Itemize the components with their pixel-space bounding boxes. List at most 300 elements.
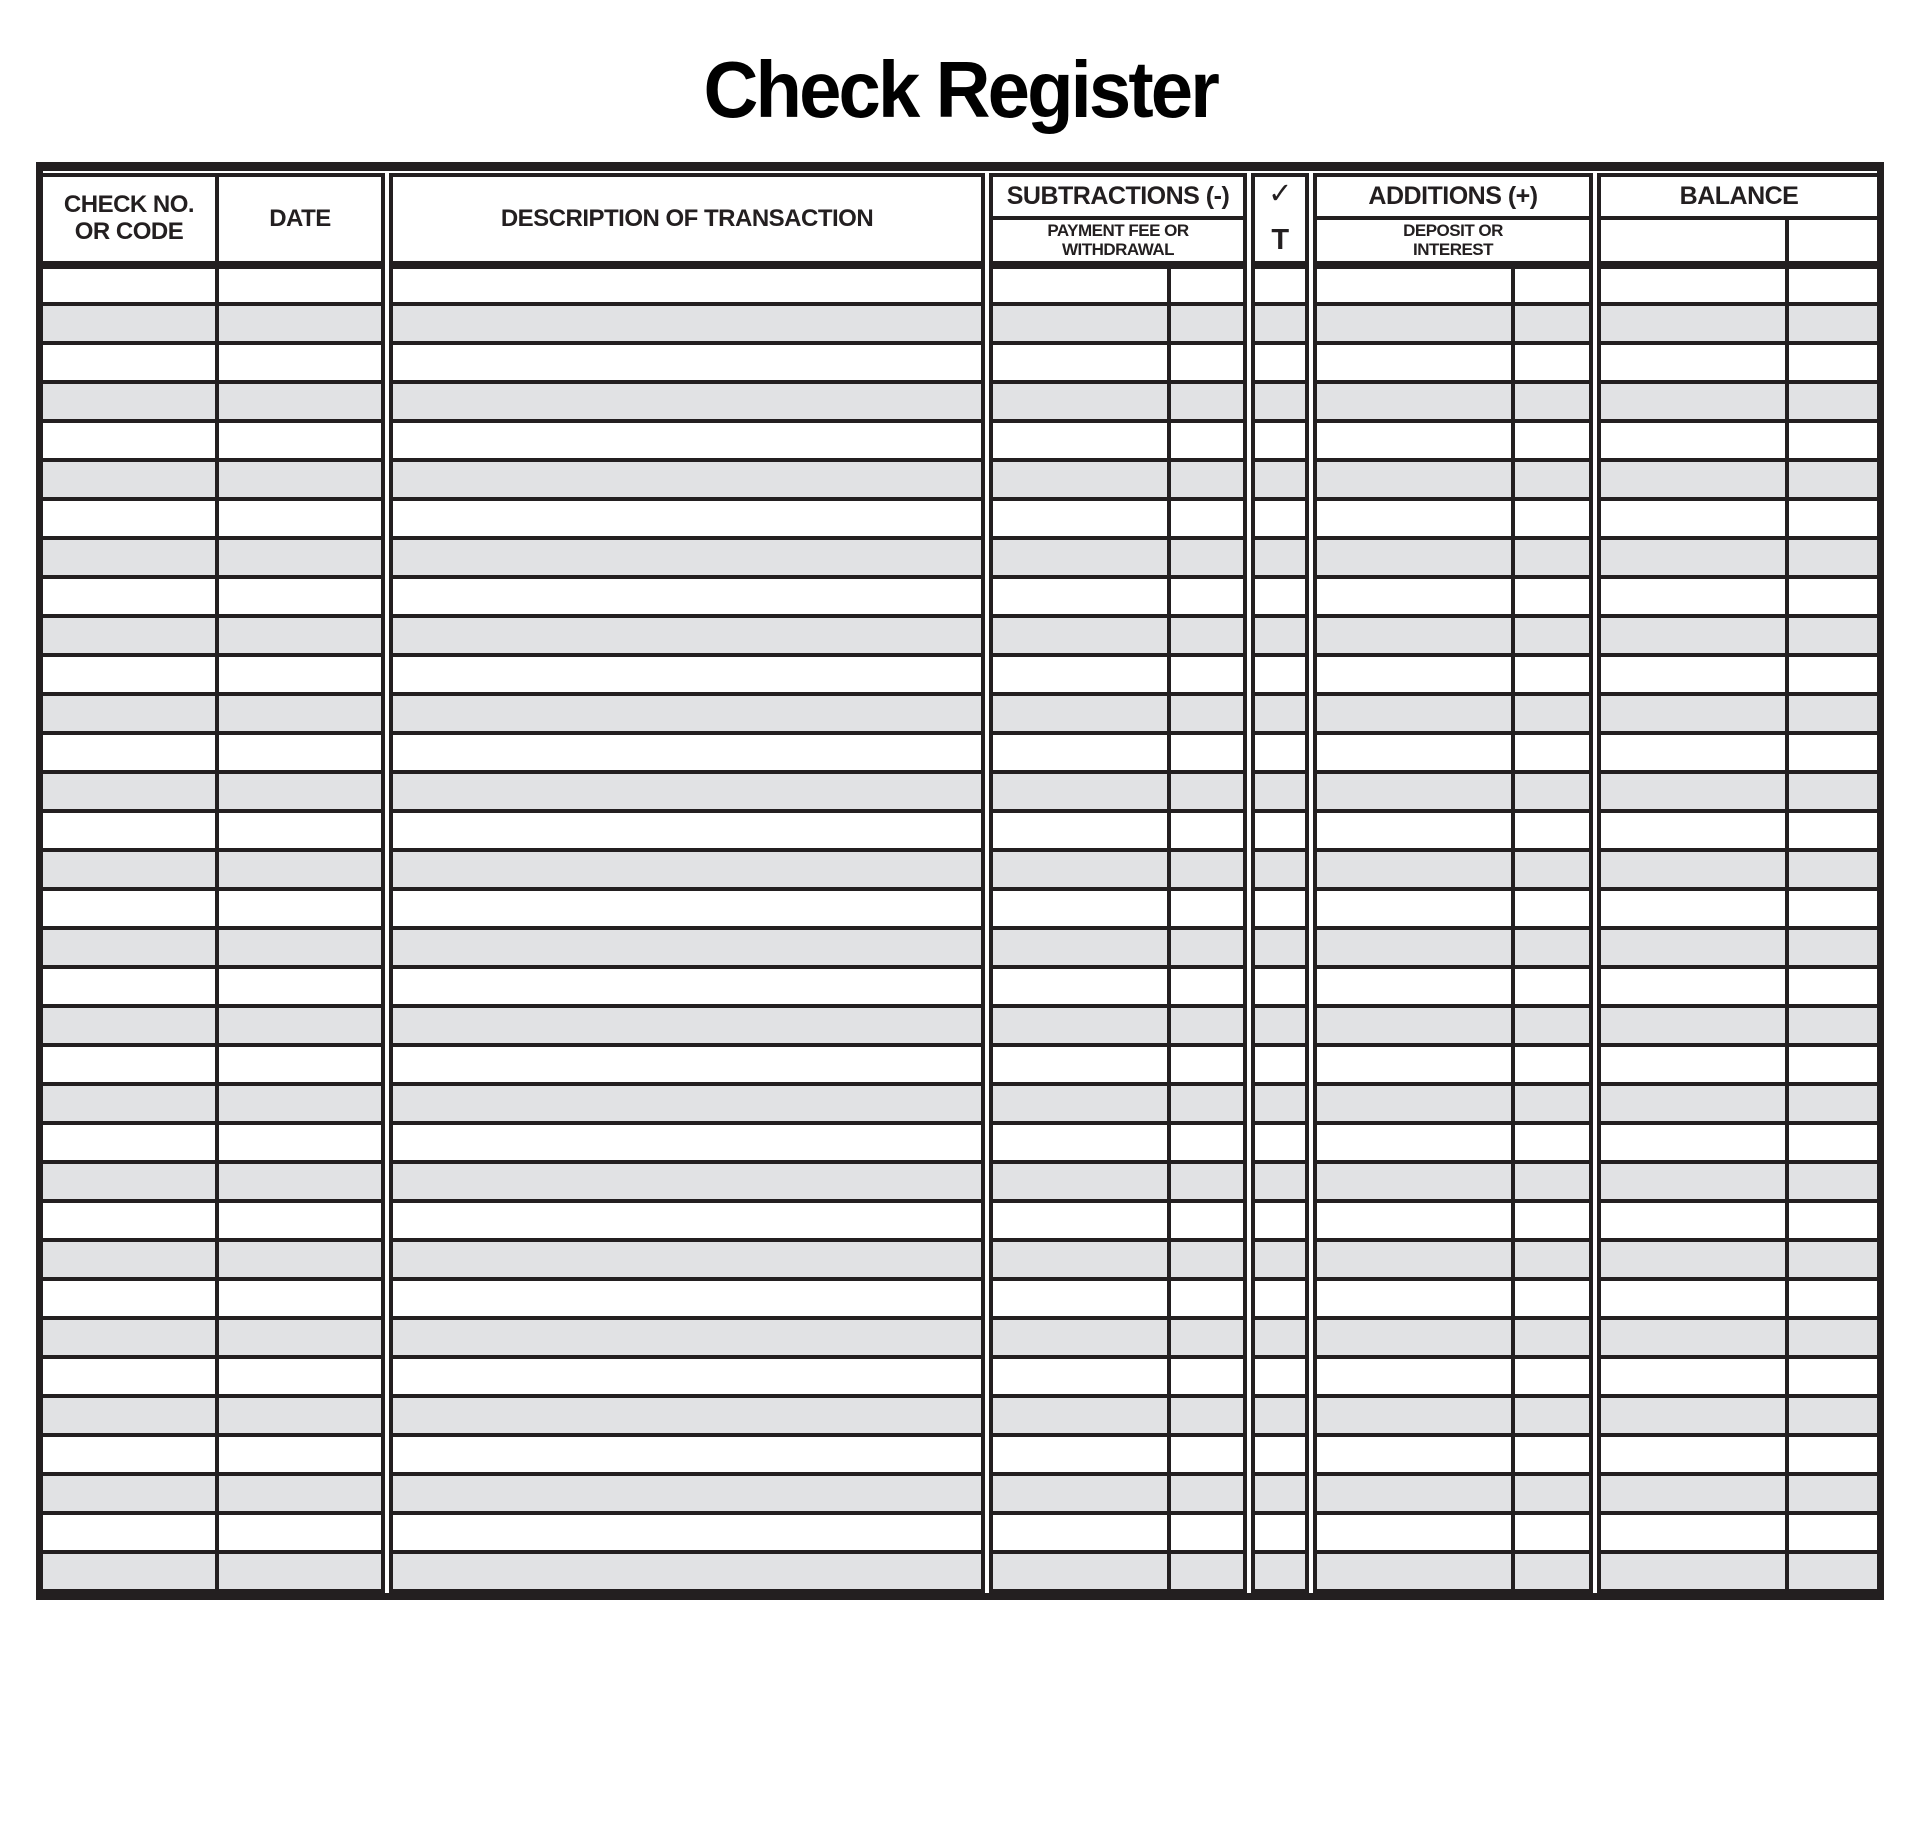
- cell-date[interactable]: [217, 1474, 387, 1513]
- cell-balance-amount[interactable]: [1595, 421, 1787, 460]
- cell-balance-amount[interactable]: [1595, 577, 1787, 616]
- cell-check-mark[interactable]: [1249, 616, 1311, 655]
- cell-addition-amount[interactable]: [1311, 538, 1513, 577]
- cell-description[interactable]: [387, 889, 987, 928]
- cell-subtraction-cents[interactable]: [1169, 499, 1249, 538]
- cell-description[interactable]: [387, 967, 987, 1006]
- cell-balance-cents[interactable]: [1787, 928, 1877, 967]
- cell-balance-cents[interactable]: [1787, 1279, 1877, 1318]
- cell-subtraction-cents[interactable]: [1169, 733, 1249, 772]
- cell-subtraction-amount[interactable]: [987, 538, 1169, 577]
- cell-date[interactable]: [217, 499, 387, 538]
- cell-date[interactable]: [217, 1240, 387, 1279]
- cell-addition-amount[interactable]: [1311, 577, 1513, 616]
- cell-check-no[interactable]: [43, 655, 217, 694]
- cell-balance-amount[interactable]: [1595, 889, 1787, 928]
- cell-addition-cents[interactable]: [1513, 304, 1595, 343]
- cell-subtraction-cents[interactable]: [1169, 967, 1249, 1006]
- cell-subtraction-cents[interactable]: [1169, 694, 1249, 733]
- cell-description[interactable]: [387, 1201, 987, 1240]
- cell-description[interactable]: [387, 460, 987, 499]
- cell-addition-amount[interactable]: [1311, 850, 1513, 889]
- cell-check-mark[interactable]: [1249, 772, 1311, 811]
- cell-description[interactable]: [387, 1435, 987, 1474]
- cell-addition-cents[interactable]: [1513, 772, 1595, 811]
- cell-addition-cents[interactable]: [1513, 850, 1595, 889]
- cell-subtraction-amount[interactable]: [987, 499, 1169, 538]
- cell-check-no[interactable]: [43, 1513, 217, 1552]
- cell-check-mark[interactable]: [1249, 1162, 1311, 1201]
- cell-addition-amount[interactable]: [1311, 460, 1513, 499]
- cell-addition-cents[interactable]: [1513, 1084, 1595, 1123]
- cell-description[interactable]: [387, 928, 987, 967]
- cell-check-mark[interactable]: [1249, 928, 1311, 967]
- cell-addition-amount[interactable]: [1311, 1435, 1513, 1474]
- cell-check-no[interactable]: [43, 1318, 217, 1357]
- cell-check-mark[interactable]: [1249, 1318, 1311, 1357]
- cell-addition-cents[interactable]: [1513, 538, 1595, 577]
- cell-balance-amount[interactable]: [1595, 1045, 1787, 1084]
- cell-check-mark[interactable]: [1249, 655, 1311, 694]
- cell-check-mark[interactable]: [1249, 1084, 1311, 1123]
- cell-addition-amount[interactable]: [1311, 1474, 1513, 1513]
- cell-check-no[interactable]: [43, 889, 217, 928]
- cell-balance-amount[interactable]: [1595, 772, 1787, 811]
- cell-balance-cents[interactable]: [1787, 1084, 1877, 1123]
- cell-check-no[interactable]: [43, 1435, 217, 1474]
- cell-addition-cents[interactable]: [1513, 811, 1595, 850]
- cell-subtraction-cents[interactable]: [1169, 655, 1249, 694]
- cell-balance-amount[interactable]: [1595, 265, 1787, 304]
- cell-date[interactable]: [217, 694, 387, 733]
- cell-date[interactable]: [217, 1201, 387, 1240]
- cell-subtraction-amount[interactable]: [987, 811, 1169, 850]
- cell-addition-cents[interactable]: [1513, 967, 1595, 1006]
- cell-addition-amount[interactable]: [1311, 1084, 1513, 1123]
- cell-addition-cents[interactable]: [1513, 460, 1595, 499]
- cell-subtraction-amount[interactable]: [987, 1240, 1169, 1279]
- cell-subtraction-cents[interactable]: [1169, 343, 1249, 382]
- cell-date[interactable]: [217, 772, 387, 811]
- cell-check-no[interactable]: [43, 1123, 217, 1162]
- cell-subtraction-cents[interactable]: [1169, 1123, 1249, 1162]
- cell-check-no[interactable]: [43, 1474, 217, 1513]
- cell-date[interactable]: [217, 850, 387, 889]
- cell-subtraction-amount[interactable]: [987, 460, 1169, 499]
- cell-balance-cents[interactable]: [1787, 1396, 1877, 1435]
- cell-balance-amount[interactable]: [1595, 304, 1787, 343]
- cell-balance-cents[interactable]: [1787, 538, 1877, 577]
- cell-check-no[interactable]: [43, 811, 217, 850]
- cell-addition-amount[interactable]: [1311, 1396, 1513, 1435]
- cell-subtraction-cents[interactable]: [1169, 577, 1249, 616]
- cell-addition-cents[interactable]: [1513, 694, 1595, 733]
- cell-addition-amount[interactable]: [1311, 1357, 1513, 1396]
- cell-description[interactable]: [387, 1357, 987, 1396]
- cell-check-mark[interactable]: [1249, 694, 1311, 733]
- cell-check-mark[interactable]: [1249, 1045, 1311, 1084]
- cell-date[interactable]: [217, 1162, 387, 1201]
- cell-subtraction-amount[interactable]: [987, 1357, 1169, 1396]
- cell-subtraction-cents[interactable]: [1169, 421, 1249, 460]
- cell-balance-amount[interactable]: [1595, 733, 1787, 772]
- cell-balance-cents[interactable]: [1787, 265, 1877, 304]
- cell-check-mark[interactable]: [1249, 421, 1311, 460]
- cell-addition-cents[interactable]: [1513, 1513, 1595, 1552]
- cell-date[interactable]: [217, 1006, 387, 1045]
- cell-addition-amount[interactable]: [1311, 733, 1513, 772]
- cell-addition-cents[interactable]: [1513, 616, 1595, 655]
- cell-balance-amount[interactable]: [1595, 499, 1787, 538]
- cell-description[interactable]: [387, 382, 987, 421]
- cell-subtraction-amount[interactable]: [987, 1201, 1169, 1240]
- cell-date[interactable]: [217, 889, 387, 928]
- cell-balance-cents[interactable]: [1787, 733, 1877, 772]
- cell-subtraction-cents[interactable]: [1169, 1162, 1249, 1201]
- cell-date[interactable]: [217, 577, 387, 616]
- cell-description[interactable]: [387, 811, 987, 850]
- cell-addition-amount[interactable]: [1311, 1162, 1513, 1201]
- cell-addition-cents[interactable]: [1513, 733, 1595, 772]
- cell-description[interactable]: [387, 1084, 987, 1123]
- cell-subtraction-cents[interactable]: [1169, 1201, 1249, 1240]
- cell-check-mark[interactable]: [1249, 265, 1311, 304]
- cell-date[interactable]: [217, 1435, 387, 1474]
- cell-subtraction-cents[interactable]: [1169, 889, 1249, 928]
- cell-check-mark[interactable]: [1249, 304, 1311, 343]
- cell-check-no[interactable]: [43, 577, 217, 616]
- cell-balance-cents[interactable]: [1787, 1201, 1877, 1240]
- cell-date[interactable]: [217, 616, 387, 655]
- cell-description[interactable]: [387, 733, 987, 772]
- cell-subtraction-cents[interactable]: [1169, 811, 1249, 850]
- cell-subtraction-amount[interactable]: [987, 382, 1169, 421]
- cell-date[interactable]: [217, 304, 387, 343]
- cell-balance-amount[interactable]: [1595, 811, 1787, 850]
- cell-balance-cents[interactable]: [1787, 499, 1877, 538]
- cell-description[interactable]: [387, 772, 987, 811]
- cell-check-no[interactable]: [43, 1552, 217, 1591]
- cell-addition-amount[interactable]: [1311, 1318, 1513, 1357]
- cell-addition-cents[interactable]: [1513, 1318, 1595, 1357]
- cell-addition-cents[interactable]: [1513, 577, 1595, 616]
- cell-balance-cents[interactable]: [1787, 889, 1877, 928]
- cell-addition-amount[interactable]: [1311, 967, 1513, 1006]
- cell-description[interactable]: [387, 1045, 987, 1084]
- cell-description[interactable]: [387, 1162, 987, 1201]
- cell-check-mark[interactable]: [1249, 460, 1311, 499]
- cell-addition-cents[interactable]: [1513, 1162, 1595, 1201]
- cell-check-no[interactable]: [43, 1240, 217, 1279]
- cell-addition-cents[interactable]: [1513, 421, 1595, 460]
- cell-balance-cents[interactable]: [1787, 577, 1877, 616]
- cell-addition-amount[interactable]: [1311, 304, 1513, 343]
- cell-check-no[interactable]: [43, 967, 217, 1006]
- cell-balance-cents[interactable]: [1787, 382, 1877, 421]
- cell-subtraction-cents[interactable]: [1169, 1240, 1249, 1279]
- cell-check-mark[interactable]: [1249, 1357, 1311, 1396]
- cell-addition-amount[interactable]: [1311, 1513, 1513, 1552]
- cell-subtraction-amount[interactable]: [987, 265, 1169, 304]
- cell-addition-amount[interactable]: [1311, 655, 1513, 694]
- cell-subtraction-amount[interactable]: [987, 1513, 1169, 1552]
- cell-description[interactable]: [387, 343, 987, 382]
- cell-description[interactable]: [387, 655, 987, 694]
- cell-subtraction-amount[interactable]: [987, 616, 1169, 655]
- cell-check-mark[interactable]: [1249, 1123, 1311, 1162]
- cell-check-mark[interactable]: [1249, 1474, 1311, 1513]
- cell-check-no[interactable]: [43, 382, 217, 421]
- cell-check-no[interactable]: [43, 1396, 217, 1435]
- cell-addition-cents[interactable]: [1513, 1279, 1595, 1318]
- cell-balance-cents[interactable]: [1787, 1123, 1877, 1162]
- cell-addition-amount[interactable]: [1311, 811, 1513, 850]
- cell-check-no[interactable]: [43, 850, 217, 889]
- cell-balance-amount[interactable]: [1595, 1396, 1787, 1435]
- cell-balance-amount[interactable]: [1595, 655, 1787, 694]
- cell-check-mark[interactable]: [1249, 577, 1311, 616]
- cell-check-no[interactable]: [43, 538, 217, 577]
- cell-addition-cents[interactable]: [1513, 1240, 1595, 1279]
- cell-addition-amount[interactable]: [1311, 694, 1513, 733]
- cell-balance-cents[interactable]: [1787, 343, 1877, 382]
- cell-description[interactable]: [387, 616, 987, 655]
- cell-check-mark[interactable]: [1249, 1240, 1311, 1279]
- cell-date[interactable]: [217, 1552, 387, 1591]
- cell-subtraction-amount[interactable]: [987, 421, 1169, 460]
- cell-balance-cents[interactable]: [1787, 1162, 1877, 1201]
- cell-check-mark[interactable]: [1249, 499, 1311, 538]
- cell-check-no[interactable]: [43, 1357, 217, 1396]
- cell-balance-cents[interactable]: [1787, 1240, 1877, 1279]
- cell-balance-amount[interactable]: [1595, 1513, 1787, 1552]
- cell-addition-amount[interactable]: [1311, 382, 1513, 421]
- cell-subtraction-amount[interactable]: [987, 1123, 1169, 1162]
- cell-balance-amount[interactable]: [1595, 1123, 1787, 1162]
- cell-addition-cents[interactable]: [1513, 1045, 1595, 1084]
- cell-check-mark[interactable]: [1249, 1435, 1311, 1474]
- cell-balance-cents[interactable]: [1787, 1474, 1877, 1513]
- cell-subtraction-cents[interactable]: [1169, 460, 1249, 499]
- cell-check-no[interactable]: [43, 1279, 217, 1318]
- cell-description[interactable]: [387, 1552, 987, 1591]
- cell-subtraction-amount[interactable]: [987, 1474, 1169, 1513]
- cell-check-no[interactable]: [43, 1045, 217, 1084]
- cell-description[interactable]: [387, 1513, 987, 1552]
- cell-subtraction-amount[interactable]: [987, 1396, 1169, 1435]
- cell-subtraction-cents[interactable]: [1169, 616, 1249, 655]
- cell-description[interactable]: [387, 577, 987, 616]
- cell-check-no[interactable]: [43, 460, 217, 499]
- cell-date[interactable]: [217, 265, 387, 304]
- cell-subtraction-amount[interactable]: [987, 694, 1169, 733]
- cell-check-mark[interactable]: [1249, 538, 1311, 577]
- cell-addition-amount[interactable]: [1311, 1123, 1513, 1162]
- cell-date[interactable]: [217, 655, 387, 694]
- cell-addition-cents[interactable]: [1513, 1006, 1595, 1045]
- cell-date[interactable]: [217, 538, 387, 577]
- cell-check-mark[interactable]: [1249, 967, 1311, 1006]
- cell-addition-amount[interactable]: [1311, 1006, 1513, 1045]
- cell-description[interactable]: [387, 1006, 987, 1045]
- cell-subtraction-cents[interactable]: [1169, 772, 1249, 811]
- cell-date[interactable]: [217, 1045, 387, 1084]
- cell-balance-amount[interactable]: [1595, 1084, 1787, 1123]
- cell-check-no[interactable]: [43, 772, 217, 811]
- cell-description[interactable]: [387, 1318, 987, 1357]
- cell-subtraction-amount[interactable]: [987, 577, 1169, 616]
- cell-addition-amount[interactable]: [1311, 772, 1513, 811]
- cell-balance-amount[interactable]: [1595, 1552, 1787, 1591]
- cell-balance-cents[interactable]: [1787, 304, 1877, 343]
- cell-description[interactable]: [387, 538, 987, 577]
- cell-subtraction-cents[interactable]: [1169, 538, 1249, 577]
- cell-balance-cents[interactable]: [1787, 1045, 1877, 1084]
- cell-balance-amount[interactable]: [1595, 967, 1787, 1006]
- cell-balance-amount[interactable]: [1595, 1474, 1787, 1513]
- cell-addition-amount[interactable]: [1311, 265, 1513, 304]
- cell-addition-cents[interactable]: [1513, 928, 1595, 967]
- cell-check-mark[interactable]: [1249, 1513, 1311, 1552]
- cell-date[interactable]: [217, 1123, 387, 1162]
- cell-subtraction-amount[interactable]: [987, 889, 1169, 928]
- cell-date[interactable]: [217, 460, 387, 499]
- cell-subtraction-amount[interactable]: [987, 1084, 1169, 1123]
- cell-subtraction-amount[interactable]: [987, 655, 1169, 694]
- cell-subtraction-amount[interactable]: [987, 304, 1169, 343]
- cell-subtraction-amount[interactable]: [987, 733, 1169, 772]
- cell-date[interactable]: [217, 1396, 387, 1435]
- cell-date[interactable]: [217, 967, 387, 1006]
- cell-balance-amount[interactable]: [1595, 1279, 1787, 1318]
- cell-addition-amount[interactable]: [1311, 1552, 1513, 1591]
- cell-balance-cents[interactable]: [1787, 1513, 1877, 1552]
- cell-balance-amount[interactable]: [1595, 1435, 1787, 1474]
- cell-check-mark[interactable]: [1249, 1006, 1311, 1045]
- cell-check-no[interactable]: [43, 1162, 217, 1201]
- cell-balance-cents[interactable]: [1787, 1357, 1877, 1396]
- cell-balance-amount[interactable]: [1595, 694, 1787, 733]
- cell-subtraction-cents[interactable]: [1169, 1318, 1249, 1357]
- cell-check-mark[interactable]: [1249, 1396, 1311, 1435]
- cell-balance-cents[interactable]: [1787, 616, 1877, 655]
- cell-balance-cents[interactable]: [1787, 1435, 1877, 1474]
- cell-check-no[interactable]: [43, 694, 217, 733]
- cell-balance-cents[interactable]: [1787, 1006, 1877, 1045]
- cell-date[interactable]: [217, 343, 387, 382]
- cell-date[interactable]: [217, 1513, 387, 1552]
- cell-addition-amount[interactable]: [1311, 1240, 1513, 1279]
- cell-subtraction-cents[interactable]: [1169, 1084, 1249, 1123]
- cell-date[interactable]: [217, 733, 387, 772]
- cell-check-mark[interactable]: [1249, 1201, 1311, 1240]
- cell-date[interactable]: [217, 1279, 387, 1318]
- cell-subtraction-cents[interactable]: [1169, 1357, 1249, 1396]
- cell-balance-cents[interactable]: [1787, 772, 1877, 811]
- cell-description[interactable]: [387, 1279, 987, 1318]
- cell-description[interactable]: [387, 499, 987, 538]
- cell-addition-cents[interactable]: [1513, 889, 1595, 928]
- cell-subtraction-cents[interactable]: [1169, 1006, 1249, 1045]
- cell-subtraction-amount[interactable]: [987, 1435, 1169, 1474]
- cell-subtraction-amount[interactable]: [987, 1279, 1169, 1318]
- cell-date[interactable]: [217, 382, 387, 421]
- cell-check-no[interactable]: [43, 928, 217, 967]
- cell-addition-cents[interactable]: [1513, 382, 1595, 421]
- cell-subtraction-amount[interactable]: [987, 772, 1169, 811]
- cell-balance-cents[interactable]: [1787, 1552, 1877, 1591]
- cell-check-mark[interactable]: [1249, 811, 1311, 850]
- cell-balance-amount[interactable]: [1595, 382, 1787, 421]
- cell-check-no[interactable]: [43, 421, 217, 460]
- cell-subtraction-amount[interactable]: [987, 1162, 1169, 1201]
- cell-subtraction-amount[interactable]: [987, 1318, 1169, 1357]
- cell-addition-cents[interactable]: [1513, 1123, 1595, 1162]
- cell-subtraction-cents[interactable]: [1169, 928, 1249, 967]
- cell-addition-cents[interactable]: [1513, 1357, 1595, 1396]
- cell-balance-amount[interactable]: [1595, 1357, 1787, 1396]
- cell-date[interactable]: [217, 1318, 387, 1357]
- cell-date[interactable]: [217, 1357, 387, 1396]
- cell-addition-amount[interactable]: [1311, 889, 1513, 928]
- cell-subtraction-cents[interactable]: [1169, 1513, 1249, 1552]
- cell-check-mark[interactable]: [1249, 889, 1311, 928]
- cell-subtraction-cents[interactable]: [1169, 1396, 1249, 1435]
- cell-addition-cents[interactable]: [1513, 1396, 1595, 1435]
- cell-check-mark[interactable]: [1249, 343, 1311, 382]
- cell-subtraction-amount[interactable]: [987, 1552, 1169, 1591]
- cell-subtraction-cents[interactable]: [1169, 1279, 1249, 1318]
- cell-balance-amount[interactable]: [1595, 850, 1787, 889]
- cell-check-no[interactable]: [43, 499, 217, 538]
- cell-subtraction-cents[interactable]: [1169, 1045, 1249, 1084]
- cell-addition-cents[interactable]: [1513, 1435, 1595, 1474]
- cell-addition-cents[interactable]: [1513, 1552, 1595, 1591]
- cell-addition-amount[interactable]: [1311, 928, 1513, 967]
- cell-balance-amount[interactable]: [1595, 460, 1787, 499]
- cell-subtraction-cents[interactable]: [1169, 382, 1249, 421]
- cell-balance-amount[interactable]: [1595, 343, 1787, 382]
- cell-subtraction-cents[interactable]: [1169, 304, 1249, 343]
- cell-addition-amount[interactable]: [1311, 499, 1513, 538]
- cell-addition-cents[interactable]: [1513, 265, 1595, 304]
- cell-balance-amount[interactable]: [1595, 1162, 1787, 1201]
- cell-addition-cents[interactable]: [1513, 1474, 1595, 1513]
- cell-subtraction-amount[interactable]: [987, 967, 1169, 1006]
- cell-check-mark[interactable]: [1249, 1279, 1311, 1318]
- cell-subtraction-cents[interactable]: [1169, 265, 1249, 304]
- cell-balance-amount[interactable]: [1595, 1318, 1787, 1357]
- cell-addition-cents[interactable]: [1513, 343, 1595, 382]
- cell-description[interactable]: [387, 1396, 987, 1435]
- cell-balance-cents[interactable]: [1787, 850, 1877, 889]
- cell-description[interactable]: [387, 1240, 987, 1279]
- cell-balance-cents[interactable]: [1787, 811, 1877, 850]
- cell-balance-cents[interactable]: [1787, 460, 1877, 499]
- cell-addition-amount[interactable]: [1311, 1045, 1513, 1084]
- cell-check-no[interactable]: [43, 1006, 217, 1045]
- cell-description[interactable]: [387, 1123, 987, 1162]
- cell-subtraction-amount[interactable]: [987, 1045, 1169, 1084]
- cell-balance-amount[interactable]: [1595, 1006, 1787, 1045]
- cell-description[interactable]: [387, 265, 987, 304]
- cell-subtraction-amount[interactable]: [987, 1006, 1169, 1045]
- cell-check-no[interactable]: [43, 1084, 217, 1123]
- cell-balance-amount[interactable]: [1595, 616, 1787, 655]
- cell-addition-amount[interactable]: [1311, 1279, 1513, 1318]
- cell-check-no[interactable]: [43, 616, 217, 655]
- cell-balance-amount[interactable]: [1595, 1240, 1787, 1279]
